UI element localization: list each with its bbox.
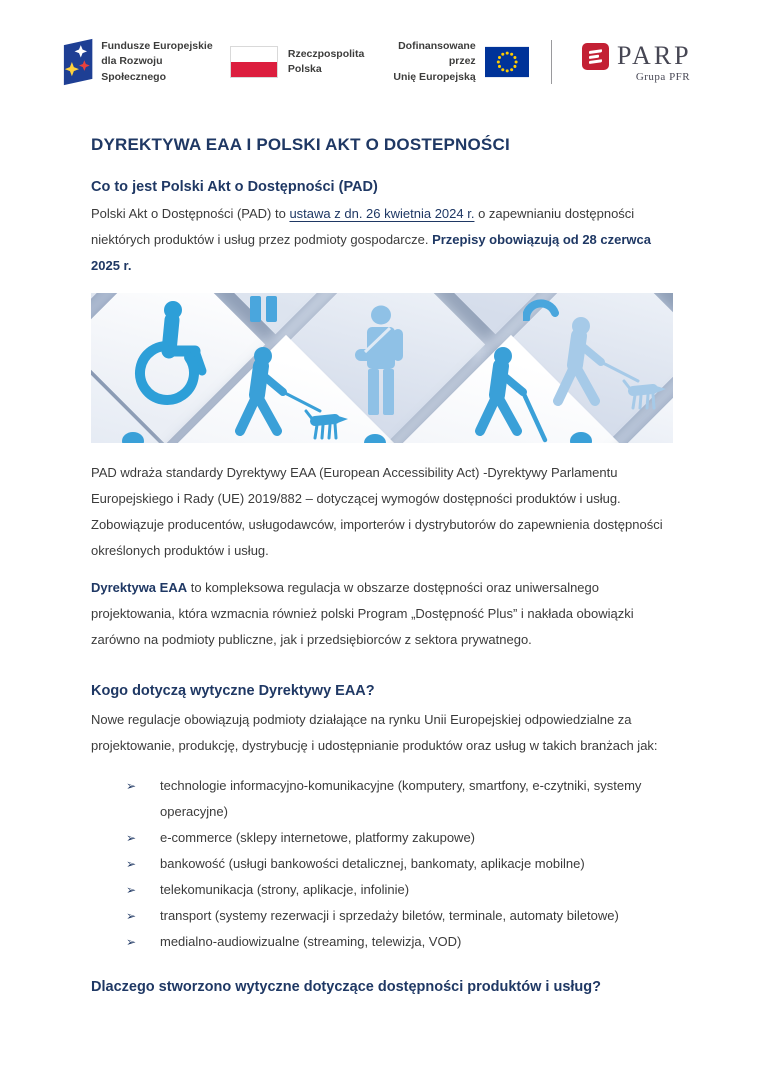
list-item-text: technologie informacyjno-komunikacyjne (komputery, smartfony, e-czytniki, systemy operacyjne)	[160, 778, 642, 819]
arrow-bullet-icon: ➢	[126, 831, 137, 845]
section-heading-who: Kogo dotyczą wytyczne Dyrektywy EAA?	[91, 683, 375, 699]
list-item	[91, 851, 673, 877]
person-white-cane-icon	[463, 345, 578, 443]
list-item-text: e-commerce (sklepy internetowe, platformy zakupowe)	[160, 830, 476, 845]
arrow-bullet-icon: ➢	[126, 883, 137, 897]
list-item	[91, 825, 673, 851]
list-item	[91, 929, 673, 955]
paragraph-who-intro: Nowe regulacje obowiązują podmioty działające na rynku Unii Europejskiej odpowiedzialne za projektowanie, produkcję, dystrybucję i udostępnianie produktów oraz usług w takich branżach jak:	[91, 712, 658, 753]
effective-date-text: Przepisy obowiązują od 28 czerwca 2025 r.	[91, 232, 651, 273]
logo-eu-funds	[63, 36, 216, 88]
document-body	[91, 135, 673, 995]
logo-parp	[582, 41, 709, 83]
paragraph-eaa-description: Dyrektywa EAA to kompleksowa regulacja w obszarze dostępności oraz uniwersalnego projektowania, która wzmacnia również polski Program „Dostępność Plus” i nakłada obowiązki zarówno na podmioty publiczne, jak i przedsiębiorców z sektora prywatnego.	[91, 580, 634, 647]
section-heading-pad: Co to jest Polski Akt o Dostępności (PAD)	[91, 179, 378, 195]
arrow-bullet-icon: ➢	[126, 909, 137, 923]
person-arm-sling-icon	[349, 305, 413, 423]
person-head-icon	[363, 433, 387, 443]
eaa-directive-term: Dyrektywa EAA	[91, 580, 188, 595]
parp-wordmark: PARP	[616, 41, 692, 70]
logo-eu-cofunded	[380, 39, 529, 85]
eu-funds-label: Fundusze Europejskie dla Rozwoju Społecznego	[101, 40, 213, 83]
list-item	[91, 773, 673, 825]
parp-mark-icon	[582, 43, 609, 70]
list-item-text: telekomunikacja (strony, aplikacje, infolinie)	[160, 882, 410, 897]
arrow-bullet-icon: ➢	[126, 935, 137, 949]
poland-flag-icon	[230, 46, 278, 78]
parp-subtitle: Grupa PFR	[635, 71, 691, 83]
eu-flag-icon	[485, 45, 529, 79]
arrow-bullet-icon: ➢	[126, 779, 137, 793]
person-head-icon	[569, 431, 593, 443]
law-date-link[interactable]: ustawa z dn. 26 kwietnia 2024 r.	[289, 206, 475, 221]
header-divider	[551, 40, 552, 84]
poland-label: Rzeczpospolita Polska	[287, 47, 365, 75]
paragraph-pad-definition: Polski Akt o Dostępności (PAD) to ustawa z dn. 26 kwietnia 2024 r. o zapewnianiu dostępności niektórych produktów i usług przez podmioty gospodarcze. Przepisy obowiązują od 28 czerwca 2025 r.	[91, 206, 651, 273]
arrow-bullet-icon: ➢	[126, 857, 137, 871]
list-item	[91, 903, 673, 929]
person-head-icon	[121, 431, 145, 443]
wheelchair-icon	[115, 299, 220, 411]
accessibility-illustration	[91, 293, 673, 443]
pause-bars-icon	[249, 295, 279, 323]
list-item-text: medialno-audiowizualne (streaming, telewizja, VOD)	[160, 934, 462, 949]
paragraph-eaa-implementation: PAD wdraża standardy Dyrektywy EAA (European Accessibility Act) -Dyrektywy Parlamentu Europejskiego i Rady (UE) 2019/882 – dotyczącej wymogów dostępności produktów i usług. Zobowiązuje producentów, usługodawców, importerów i dystrybutorów do zapewnienia dostępności określonych produktów i usług.	[91, 465, 663, 558]
eu-funds-flag-icon	[63, 36, 93, 88]
industries-list	[91, 773, 673, 955]
list-item	[91, 877, 673, 903]
list-item-text: bankowość (usługi bankowości detalicznej, bankomaty, aplikacje mobilne)	[160, 856, 585, 871]
page-header	[0, 0, 759, 88]
section-heading-why: Dlaczego stworzono wytyczne dotyczące dostępności produktów i usług?	[91, 979, 601, 995]
eu-cofunded-label: Dofinansowane przez Unię Europejską	[393, 40, 476, 83]
person-guide-dog-icon	[223, 345, 353, 443]
logo-republic-of-poland	[230, 46, 364, 78]
list-item-text: transport (systemy rezerwacji i sprzedaży biletów, terminale, automaty biletowe)	[160, 908, 619, 923]
page-title: DYREKTYWA EAA I POLSKI AKT O DOSTEPNOŚCI	[91, 135, 510, 154]
